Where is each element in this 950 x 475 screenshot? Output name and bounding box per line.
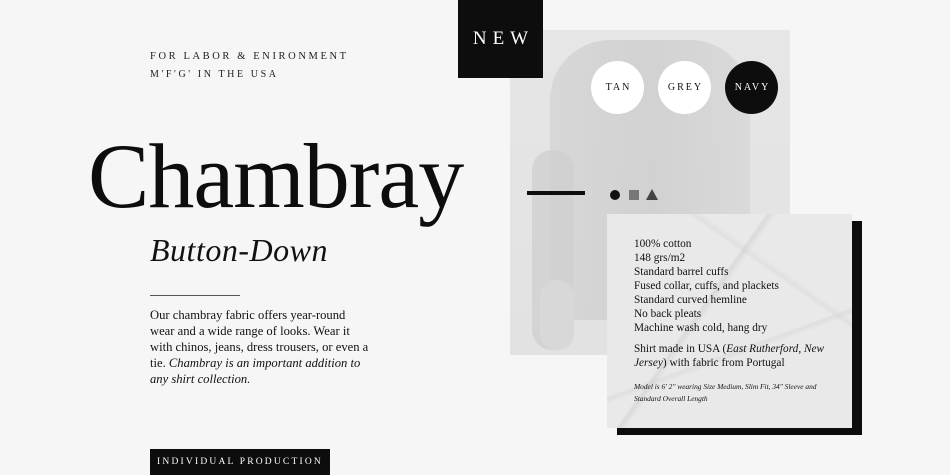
tagline-made-in-usa: M'F'G' IN THE USA <box>150 69 279 80</box>
spec-item: Standard barrel cuffs <box>634 266 729 278</box>
divider <box>150 295 240 296</box>
circle-icon <box>610 190 620 200</box>
square-icon <box>629 190 639 200</box>
model-note: Model is 6' 2" wearing Size Medium, Slim Fit, 34" Sleeve and Standard Overall Length <box>634 382 817 403</box>
color-swatch-grey[interactable]: GREY <box>658 61 711 114</box>
color-swatch-navy[interactable]: NAVY <box>725 61 778 114</box>
origin-location: East Rutherford, New Jersey <box>634 343 825 369</box>
description-italic: Chambray is an important addition to any shirt collection. <box>150 356 361 386</box>
spec-card <box>607 214 852 428</box>
tagline-environment: FOR LABOR & ENIRONMENT <box>150 51 349 62</box>
spec-list <box>634 237 826 335</box>
headline-dash <box>527 191 585 195</box>
spec-item: Machine wash cold, hang dry <box>634 322 768 334</box>
headline-title: Chambray <box>88 125 464 227</box>
origin-plain-end: ) with fabric from Portugal <box>662 357 785 369</box>
triangle-icon <box>646 189 658 200</box>
description-text <box>150 307 370 387</box>
spec-item: No back pleats <box>634 308 702 320</box>
spec-item: Fused collar, cuffs, and plackets <box>634 280 779 292</box>
spec-item: 100% cotton <box>634 238 692 250</box>
spec-item: Standard curved hemline <box>634 294 747 306</box>
new-badge: NEW <box>458 0 543 78</box>
model-hand-shape <box>540 280 574 350</box>
origin-plain-start: Shirt made in USA ( <box>634 343 727 355</box>
production-badge: INDIVIDUAL PRODUCTION <box>150 449 330 475</box>
origin-text <box>634 342 826 370</box>
color-swatch-tan[interactable]: TAN <box>591 61 644 114</box>
description-plain: Our chambray fabric offers year-round wear and a wide range of looks. Wear it with chinos, jeans, dress trousers, or even a tie. <box>150 308 369 370</box>
spec-item: 148 grs/m2 <box>634 252 686 264</box>
headline-subtitle: Button-Down <box>150 232 328 268</box>
